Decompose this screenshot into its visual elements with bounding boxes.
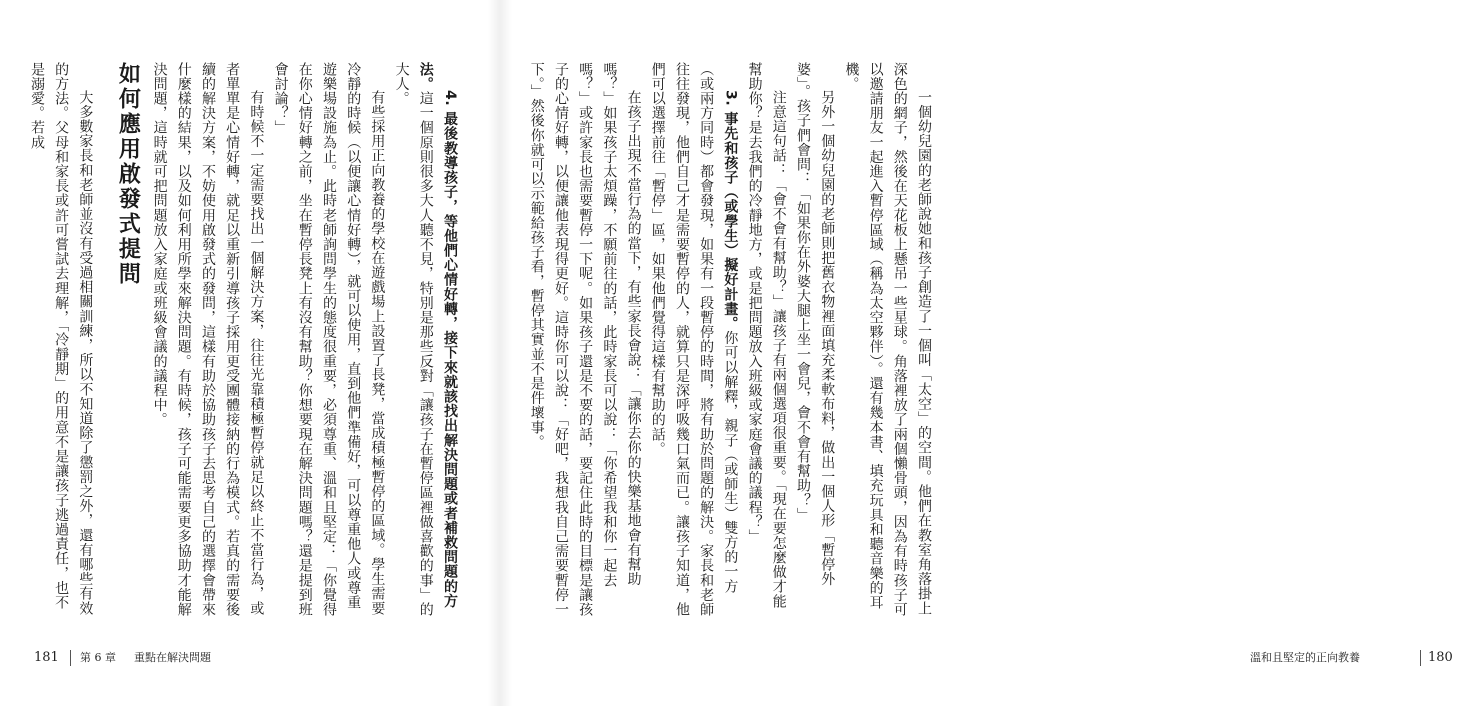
right-page-body — [528, 62, 936, 618]
paragraph-text: 這一個原則很多大人聽不見，特別是那些反對「讓孩子在暫停區裡做喜歡的事」的大人。 — [393, 62, 434, 617]
paragraph-text: 你可以解釋，親子（或師生）雙方的一方（或兩方同時）都會發現，如果有一段暫停的時間，將有助於問題的解決。家長和老師往往發現，他們自己才是需要暫停的人，就算只是深呼吸幾口氣而已。讓孩子知道，他們可以選擇前往「暫停」區，如果他們覺得這樣有幫助的話。 — [649, 62, 739, 617]
left-page-body — [10, 62, 462, 618]
section-title: 如何應用啟發式提問 — [115, 62, 141, 287]
paragraph — [839, 62, 936, 618]
paragraph — [268, 62, 389, 618]
left-page-number: 181 — [34, 650, 59, 665]
paragraph — [389, 62, 462, 618]
left-page-footer — [34, 646, 454, 670]
paragraph — [646, 62, 743, 618]
right-page — [500, 0, 1453, 706]
bold-lead: 4. 最後教導孩子，等他們心情好轉，接下來就該找出解決問題或者補救問題的方法。 — [417, 62, 458, 609]
left-chapter-number: 第 6 章 — [80, 651, 116, 664]
paragraph-text: 一個幼兒園的老師說她和孩子創造了一個叫「太空」的空間。他們在教室角落掛上深色的網子，然後在天花板上懸吊一些星球。角落裡放了兩個懶骨頭，因為有時孩子可以邀請朋友一起進入暫停區域（稱為太空夥伴）。還有幾本書、填充玩具和聽音樂的耳機。 — [843, 62, 932, 617]
right-page-footer — [1060, 646, 1480, 670]
footer-separator — [1420, 650, 1421, 666]
paragraph-text: 大多數家長和老師並沒有受過相關訓練，所以不知道除了懲罰之外，還有哪些有效的方法。父母和家長或許可嘗試去理解，「冷靜期」的用意不是讓孩子逃過責任，也不是溺愛。若成 — [28, 62, 94, 616]
right-book-title: 溫和且堅定的正向教養 — [1250, 651, 1360, 664]
paragraph-text: 在孩子出現不當行為的當下，有些家長會說：「讓你去你的快樂基地會有幫助嗎？」如果孩子太煩躁，不願前往的話，此時家長可以說：「你希望我和你一起去嗎？」或許家長也需要暫停一下呢。如果孩子還是不要的話，要記住此時的目標是讓孩子的心情好轉，以便讓他表現得更好。這時你可以說：「好吧，我想我自己需要暫停一下。」然後你就可以示範給孩子看，暫停其實並不是件壞事。 — [528, 62, 642, 617]
bold-lead: 3. 事先和孩子（或學生）擬好計畫。 — [722, 90, 739, 331]
paragraph — [25, 62, 98, 618]
paragraph — [147, 62, 268, 618]
right-page-number: 180 — [1428, 650, 1453, 665]
paragraph — [742, 62, 790, 618]
paragraph-text: 有時候不一定需要找出一個解決方案，往往光靠積極暫停就足以終止不當行為，或者單單是心情好轉，就足以重新引導孩子採用更受團體接納的行為模式。若真的需要後續的解決方案，不妨使用啟發式的發問，這樣有助於協助孩子去思考自己的選擇會帶來什麼樣的結果，以及如何利用所學來解決問題。有時候，孩子可能需要更多協助才能解決問題，這時就可把問題放入家庭或班級會議的議程中。 — [151, 62, 265, 617]
paragraph — [525, 62, 646, 618]
paragraph-text: 注意這句話：「會不會有幫助？」讓孩子有兩個選項很重要。「現在要怎麼做才能幫助你？是去我們的冷靜地方，或是把問題放入班級或家庭會議的議程？」 — [746, 62, 787, 609]
paragraph — [791, 62, 839, 618]
left-chapter-title: 重點在解決問題 — [134, 651, 211, 664]
left-page — [0, 0, 500, 706]
paragraph-text: 有些採用正向教養的學校在遊戲場上設置了長凳，當成積極暫停的區域。學生需要冷靜的時候（以便讓心情好轉），就可以使用，直到他們準備好，可以尊重他人或尊重遊樂場設施為止。此時老師詢問學生的態度很重要，必須尊重、溫和且堅定：「你覺得在你心情好轉之前，坐在暫停長凳上有沒有幫助？你想要現在解決問題嗎？還是提到班會討論？」 — [272, 62, 386, 617]
paragraph-text: 另外一個幼兒園的老師則把舊衣物裡面填充柔軟布料，做出一個人形「暫停外婆」。孩子們會問：「如果你在外婆大腿上坐一會兒，會不會有幫助？」 — [794, 62, 836, 587]
footer-separator — [70, 650, 71, 666]
